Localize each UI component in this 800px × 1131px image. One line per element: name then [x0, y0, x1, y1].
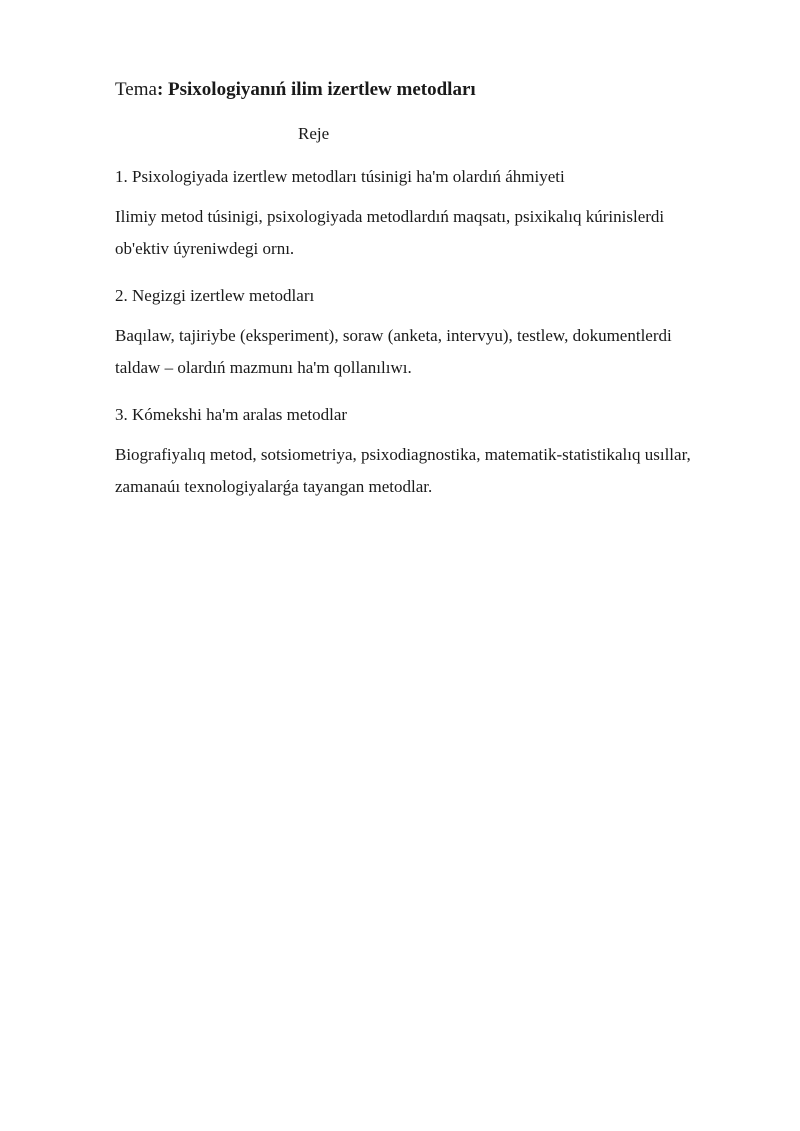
section-heading-3: 3. Kómekshi ha'm aralas metodlar	[115, 405, 348, 424]
title-prefix: Tema	[115, 79, 157, 100]
document-title	[115, 76, 715, 104]
section-heading-2: 2. Negizgi izertlew metodları	[115, 286, 315, 305]
document-content	[115, 76, 715, 503]
section-body-2: Baqılaw, tajiriybe (eksperiment), soraw (anketa, intervyu), testlew, dokumentlerdi taldaw – olardıń mazmunı ha'm qollanılıwı.	[115, 326, 672, 377]
section-heading-1: 1. Psixologiyada izertlew metodları túsinigi ha'm olardıń áhmiyeti	[115, 167, 565, 186]
section-body-3: Biografiyalıq metod, sotsiometriya, psixodiagnostika, matematik-statistikalıq usıllar, zamanaúı texnologiyalarǵa tayangan metodlar.	[115, 445, 691, 496]
plan-heading: Reje	[298, 124, 330, 143]
title-main: : Psixologiyanıń ilim izertlew metodları	[156, 79, 476, 100]
section-body-1: Ilimiy metod túsinigi, psixologiyada metodlardıń maqsatı, psixikalıq kúrinislerdi ob'ektiv úyreniwdegi ornı.	[115, 207, 665, 258]
